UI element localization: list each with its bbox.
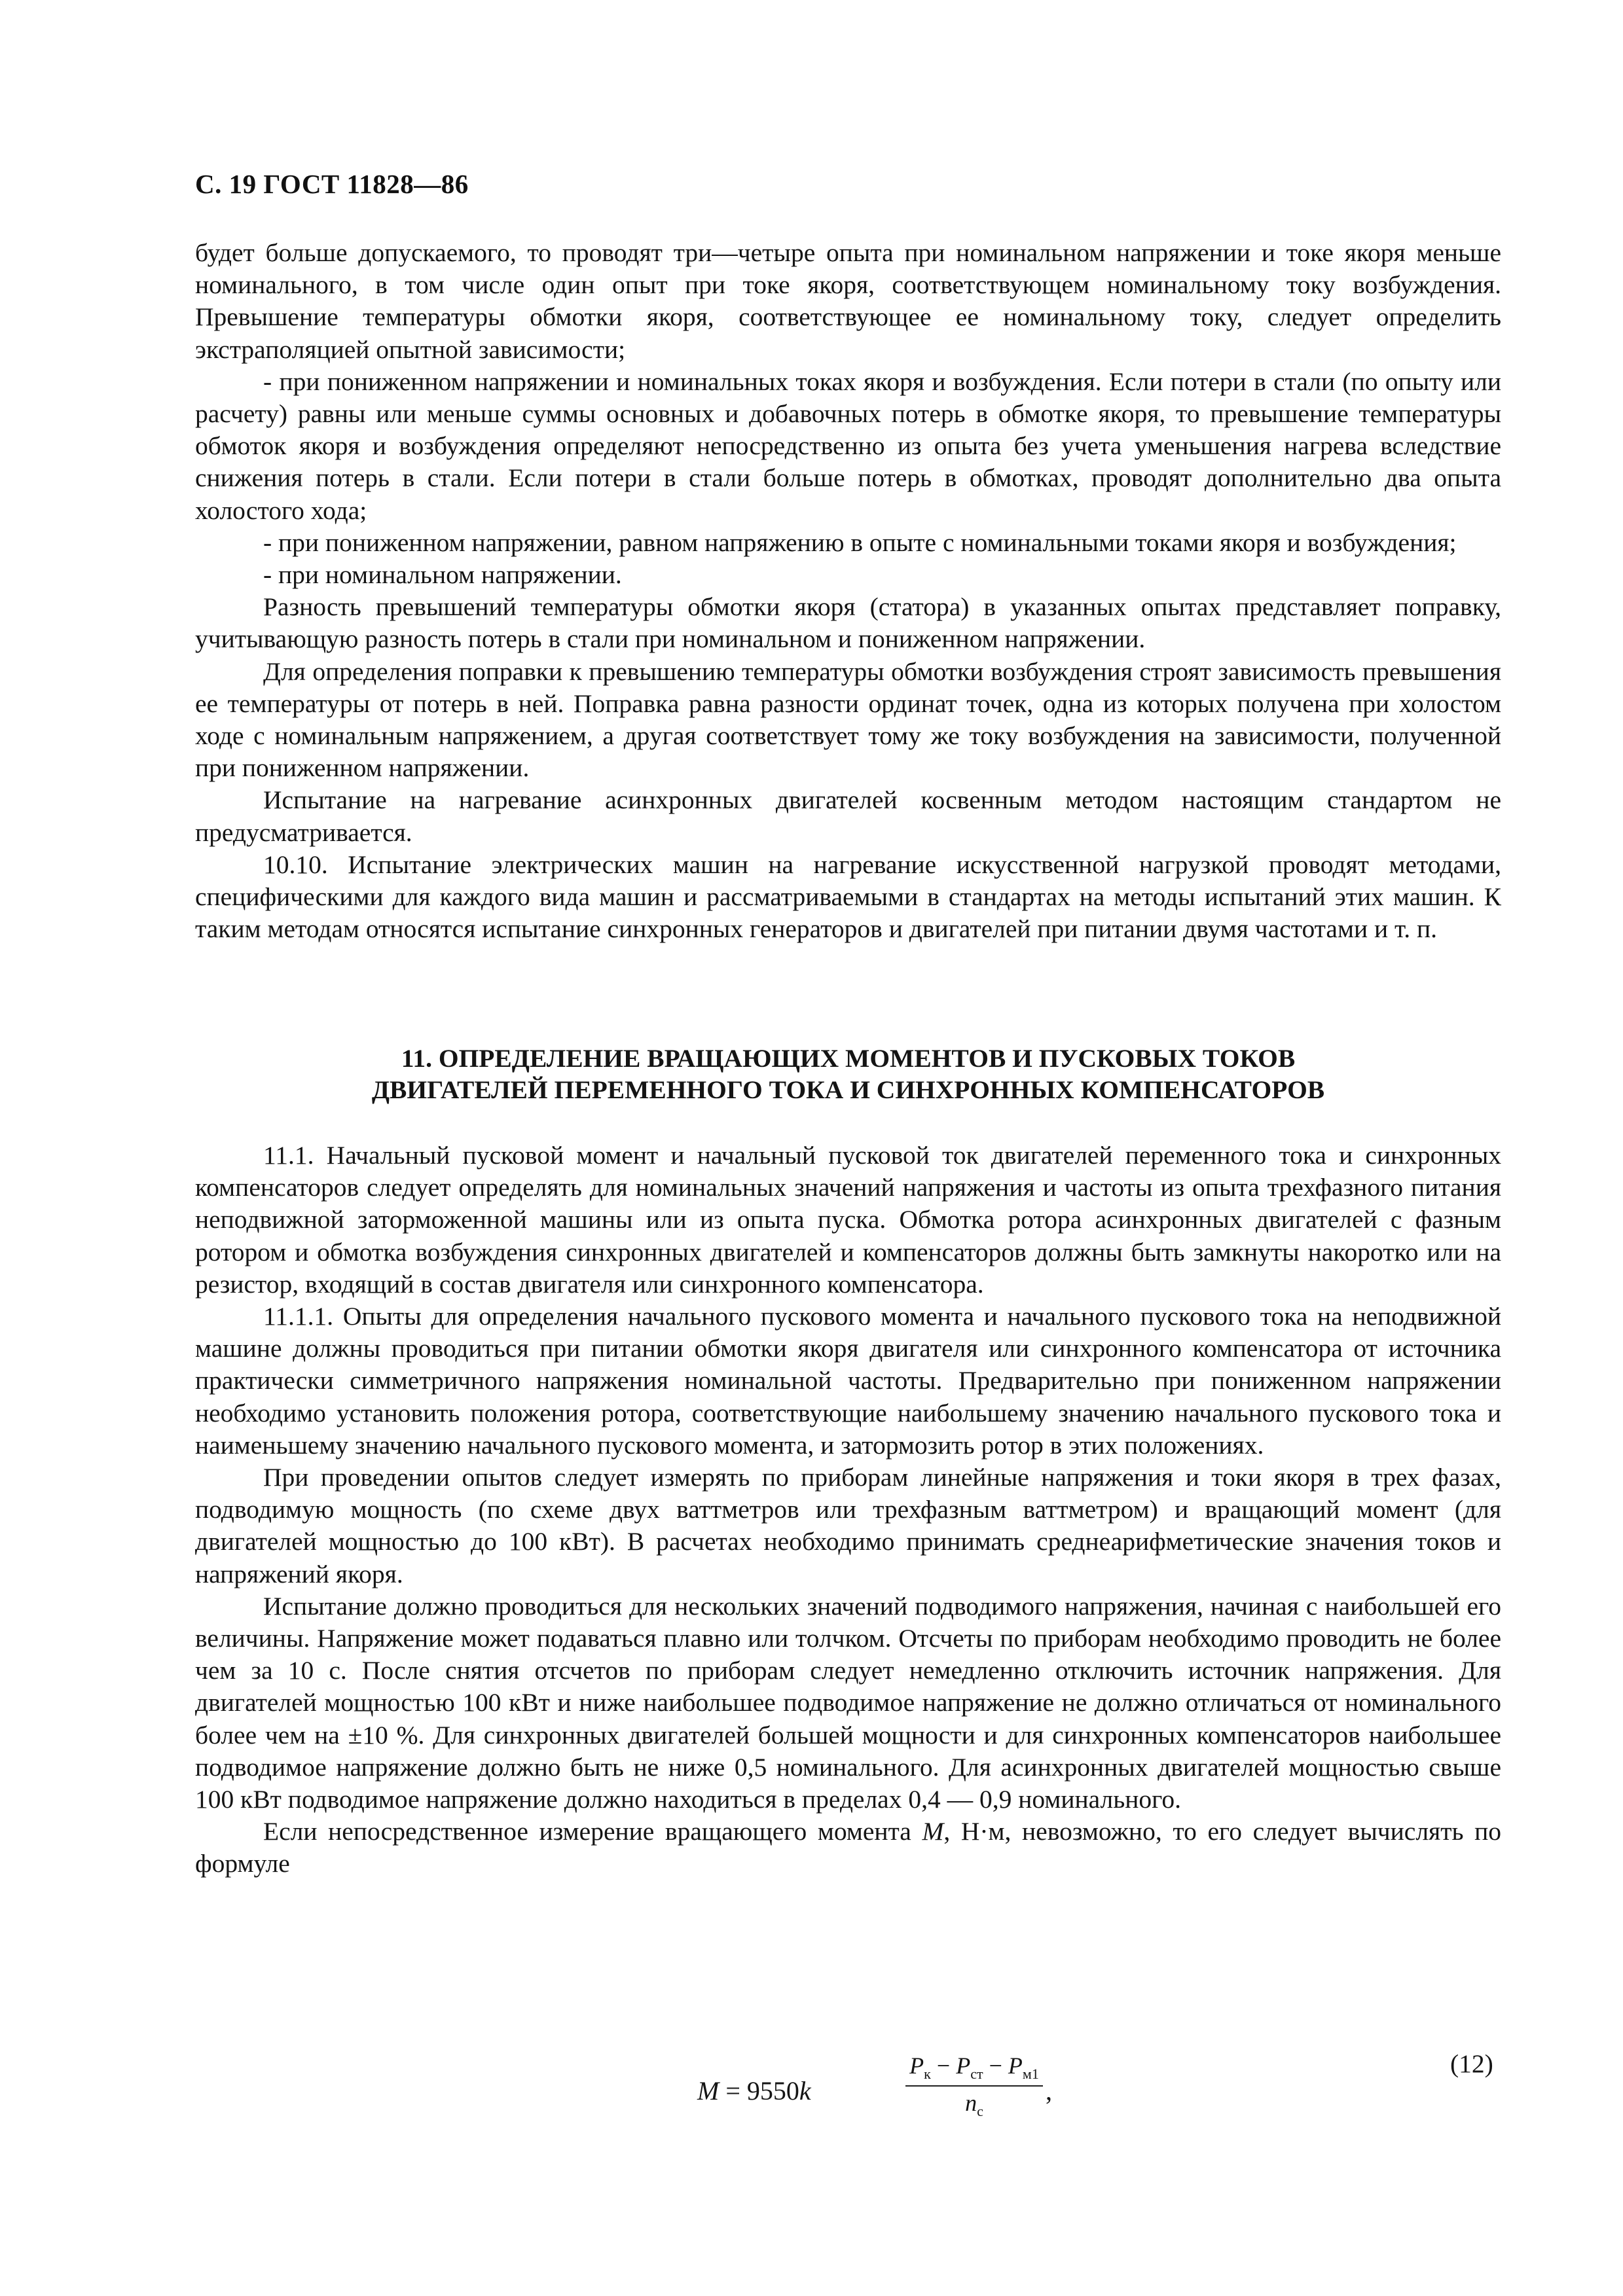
paragraph: Испытание должно проводиться для нескольких значений подводимого напряжения, начиная с наибольшей его величины. Напряжение может подаваться плавно или толчком. Отсчеты по приборам необходимо проводить не более чем за 10 с. После снятия отсчетов по приборам следует немедленно отключить источник напряжения. Для двигателей мощностью 100 кВт и ниже наибольшее подводимое напряжение не должно отличаться от номинального более чем на ±10 %. Для синхронных двигателей большей мощности и для синхронных компенсаторов наибольшее подводимое напряжение должно быть не ниже 0,5 номинального. Для асинхронных двигателей мощностью свыше 100 кВт подводимое напряжение должно находиться в пределах 0,4 — 0,9 номинального. xyxy=(195,1591,1501,1814)
section-title-line-1: 11. ОПРЕДЕЛЕНИЕ ВРАЩАЮЩИХ МОМЕНТОВ И ПУСКОВЫХ ТОКОВ xyxy=(401,1044,1296,1073)
formula-minus-1: − xyxy=(930,2053,957,2079)
paragraph: - при пониженном напряжении и номинальных токах якоря и возбуждения. Если потери в стали (по опыту или расчету) равны или меньше суммы основных и добавочных потерь в обмотке якоря, то превышение температуры обмоток якоря и возбуждения определяют непосредственно из опыта без учета уменьшения нагрева вследствие снижения потерь в стали. Если потери в стали больше потерь в обмотках, проводят дополнительно два опыта холостого хода; xyxy=(195,367,1501,525)
formula-sub-st: ст xyxy=(970,2066,983,2083)
paragraph: При проведении опытов следует измерять по приборам линейные напряжения и токи якоря в трех фазах, подводимую мощность (по схеме двух ваттметров или трехфазным ваттметром) и вращающий момент (для двигателей мощностью до 100 кВт). В расчетах необходимо принимать среднеарифметические значения токов и напряжений якоря. xyxy=(195,1463,1501,1588)
paragraph: - при номинальном напряжении. xyxy=(263,560,622,590)
section-title xyxy=(195,1043,1501,1105)
paragraph: 10.10. Испытание электрических машин на нагревание искусственной нагрузкой проводят методами, специфическими для каждого вида машин и рассматриваемыми в стандартах на методы испытаний этих машин. К таким методам относятся испытание синхронных генераторов и двигателей при питании двумя частотами и т. п. xyxy=(195,850,1501,944)
formula-var-m: M xyxy=(697,2076,720,2106)
paragraph: 11.1. Начальный пусковой момент и начальный пусковой ток двигателей переменного тока и синхронных компенсаторов следует определять для номинальных значений напряжения и частоты из опыта трехфазного питания неподвижной заторможенной машины или из опыта пуска. Обмотка ротора асинхронных двигателей с фазным ротором и обмотка возбуждения синхронных двигателей и компенсаторов должны быть замкнуты накоротко или на резистор, входящий в состав двигателя или синхронного компенсатора. xyxy=(195,1141,1501,1299)
formula-denominator xyxy=(905,2089,1043,2120)
formula-sub-k: к xyxy=(924,2066,931,2083)
paragraph: будет больше допускаемого, то проводят три—четыре опыта при номинальном напряжении и токе якоря меньше номинального, в том числе один опыт при токе якоря, соответствующем номинальному току возбуждения. Превышение температуры обмотки якоря, соответствующее ее номинальному току, следует определить экстраполяцией опытной зависимости; xyxy=(195,238,1501,364)
paragraph: Для определения поправки к превышению температуры обмотки возбуждения строят зависимость превышения ее температуры от потерь в ней. Поправка равна разности ординат точек, одна из которых получена при холостом ходе с номинальным напряжением, а другая соответствует тому же току возбуждения на зависимости, полученной при пониженном напряжении. xyxy=(195,656,1501,783)
intro-var-m: M xyxy=(922,1817,944,1846)
formula-fraction xyxy=(905,2052,1043,2120)
formula-p3: P xyxy=(1008,2053,1023,2079)
formula-var-n: n xyxy=(965,2090,977,2117)
formula-sub-c: с xyxy=(977,2103,983,2120)
section-title-line-2: ДВИГАТЕЛЕЙ ПЕРЕМЕННОГО ТОКА И СИНХРОННЫХ КОМПЕНСАТОРОВ xyxy=(371,1075,1325,1104)
paragraph: Разность превышений температуры обмотки якоря (статора) в указанных опытах представляет поправку, учитывающую разность потерь в стали при номинальном и пониженном напряжении. xyxy=(195,592,1501,654)
body-text-bottom xyxy=(195,1139,1501,1880)
formula-p1: P xyxy=(909,2053,924,2079)
formula-constant: = 9550 xyxy=(719,2076,799,2106)
formula-sub-m1: м1 xyxy=(1022,2066,1039,2083)
intro-text-before: Если непосредственное измерение вращающего момента xyxy=(263,1817,922,1846)
formula-minus-2: − xyxy=(983,2053,1008,2079)
equation-number: (12) xyxy=(1450,2049,1493,2078)
paragraph-formula-intro xyxy=(195,1816,1501,1880)
fraction-bar xyxy=(905,2085,1043,2087)
paragraph: Испытание на нагревание асинхронных двигателей косвенным методом настоящим стандартом не предусматривается. xyxy=(195,785,1501,847)
intro-text-after: , Н·м, невозможно, то его следует вычислять по формуле xyxy=(195,1817,1501,1878)
formula-lhs xyxy=(697,2075,811,2106)
page-header: С. 19 ГОСТ 11828—86 xyxy=(195,169,469,199)
formula-comma: , xyxy=(1046,2076,1052,2106)
formula-numerator xyxy=(905,2052,1043,2083)
body-text-top xyxy=(195,237,1501,945)
paragraph: - при пониженном напряжении, равном напряжению в опыте с номинальными токами якоря и возбуждения; xyxy=(263,528,1457,557)
formula-p2: P xyxy=(956,2053,971,2079)
formula-var-k: k xyxy=(799,2076,811,2106)
paragraph: 11.1.1. Опыты для определения начального пускового момента и начального пускового тока на неподвижной машине должны проводиться при питании обмотки якоря двигателя или синхронного компенсатора от источника практически симметричного напряжения номинальной частоты. Предварительно при пониженном напряжении необходимо установить положения ротора, соответствующие наибольшему значению начального пускового тока и наименьшему значению начального пускового момента, и затормозить ротор в этих положениях. xyxy=(195,1302,1501,1460)
